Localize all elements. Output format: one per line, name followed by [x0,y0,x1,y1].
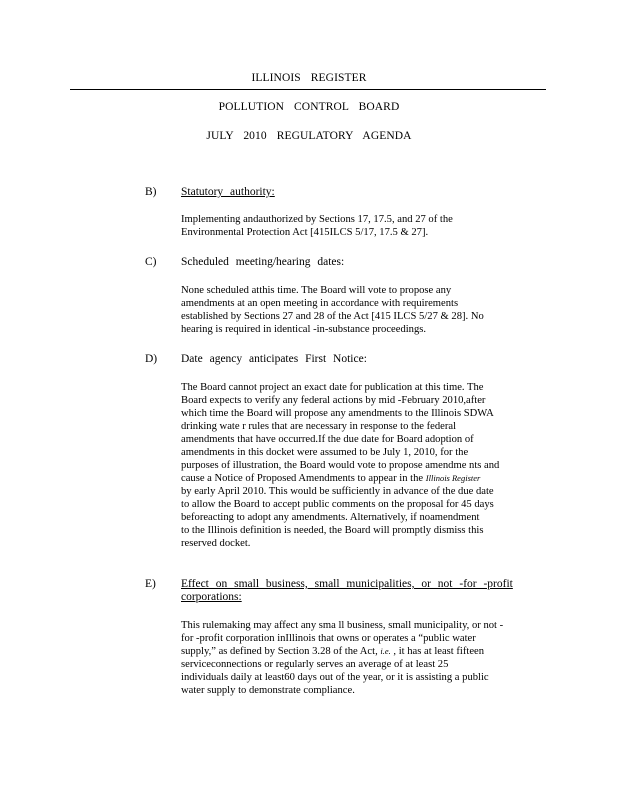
paragraph-line: by early April 2010. This would be sufficiently in advance of the due date [181,486,494,497]
paragraph-line-tail: , it has at least fifteen [390,646,485,657]
section-letter: E) [145,578,156,590]
paragraph-line: amendments at an open meeting in accordance with requirements [181,298,459,309]
paragraph-line: which time the Board will propose any amendments to the Illinois SDWA [181,408,494,419]
ie-italic: i.e. [380,646,391,656]
paragraph-line: serviceconnections or regularly serves an average of at least 25 [181,659,449,670]
paragraph-line: established by Sections 27 and 28 of the Act [415 ILCS 5/27 & 28]. No [181,311,484,322]
paragraph-line [181,472,542,485]
paragraph-line [181,645,542,658]
paragraph-line: Implementing andauthorized by Sections 17, 17.5, and 27 of the [181,214,453,225]
paragraph-line: The Board cannot project an exact date for publication at this time. The [181,382,484,393]
agenda-title: JULY 2010 REGULATORY AGENDA [206,130,412,142]
section-title-continued: corporations: [181,591,242,603]
paragraph-line: reserved docket. [181,538,251,549]
paragraph-line: This rulemaking may affect any sma ll business, small municipality, or not - [181,620,504,631]
paragraph-line: Environmental Protection Act [415ILCS 5/17, 17.5 & 27]. [181,227,429,238]
section-title: Statutory authority: [181,186,275,198]
paragraph-line: to the Illinois definition is needed, the Board will promptly dismiss this [181,525,484,536]
section-title: Scheduled meeting/hearing dates: [181,256,345,268]
paragraph-line: hearing is required in identical -in-substance proceedings. [181,324,427,335]
paragraph-line: None scheduled atthis time. The Board will vote to propose any [181,285,452,296]
paragraph-line: drinking wate r rules that are necessary in response to the federal [181,421,457,432]
register-italic-ref: Illinois Register [425,473,481,483]
paragraph-line: water supply to demonstrate compliance. [181,685,355,696]
paragraph-line: for -profit corporation inIllinois that owns or operates a “public water [181,633,476,644]
section-paragraph [181,619,542,697]
section-paragraph [181,284,542,336]
section-letter: C) [145,256,157,268]
paragraph-line: beforeacting to adopt any amendments. Alternatively, if noamendment [181,512,480,523]
section-paragraph [181,381,542,550]
register-title: ILLINOIS REGISTER [251,72,367,84]
header-rule [70,89,546,90]
section-letter: D) [145,353,158,365]
paragraph-line: amendments in this docket were assumed to be July 1, 2010, for the [181,447,469,458]
paragraph-line: Board expects to verify any federal actions by mid -February 2010,after [181,395,486,406]
section-title: Date agency anticipates First Notice: [181,353,367,365]
section-title: Effect on small business, small municipalities, or not -for -profit [181,578,513,590]
section-paragraph [181,213,542,239]
paragraph-line: to allow the Board to accept public comments on the proposal for 45 days [181,499,494,510]
board-title: POLLUTION CONTROL BOARD [218,101,400,113]
paragraph-line-text: cause a Notice of Proposed Amendments to appear in the [181,473,424,484]
paragraph-line: individuals daily at least60 days out of the year, or it is assisting a public [181,672,489,683]
paragraph-line-text: supply,” as defined by Section 3.28 of the Act, [181,646,378,657]
section-letter: B) [145,186,157,198]
paragraph-line: amendments that have occurred.If the due date for Board adoption of [181,434,474,445]
paragraph-line: purposes of illustration, the Board would vote to propose amendme nts and [181,460,500,471]
